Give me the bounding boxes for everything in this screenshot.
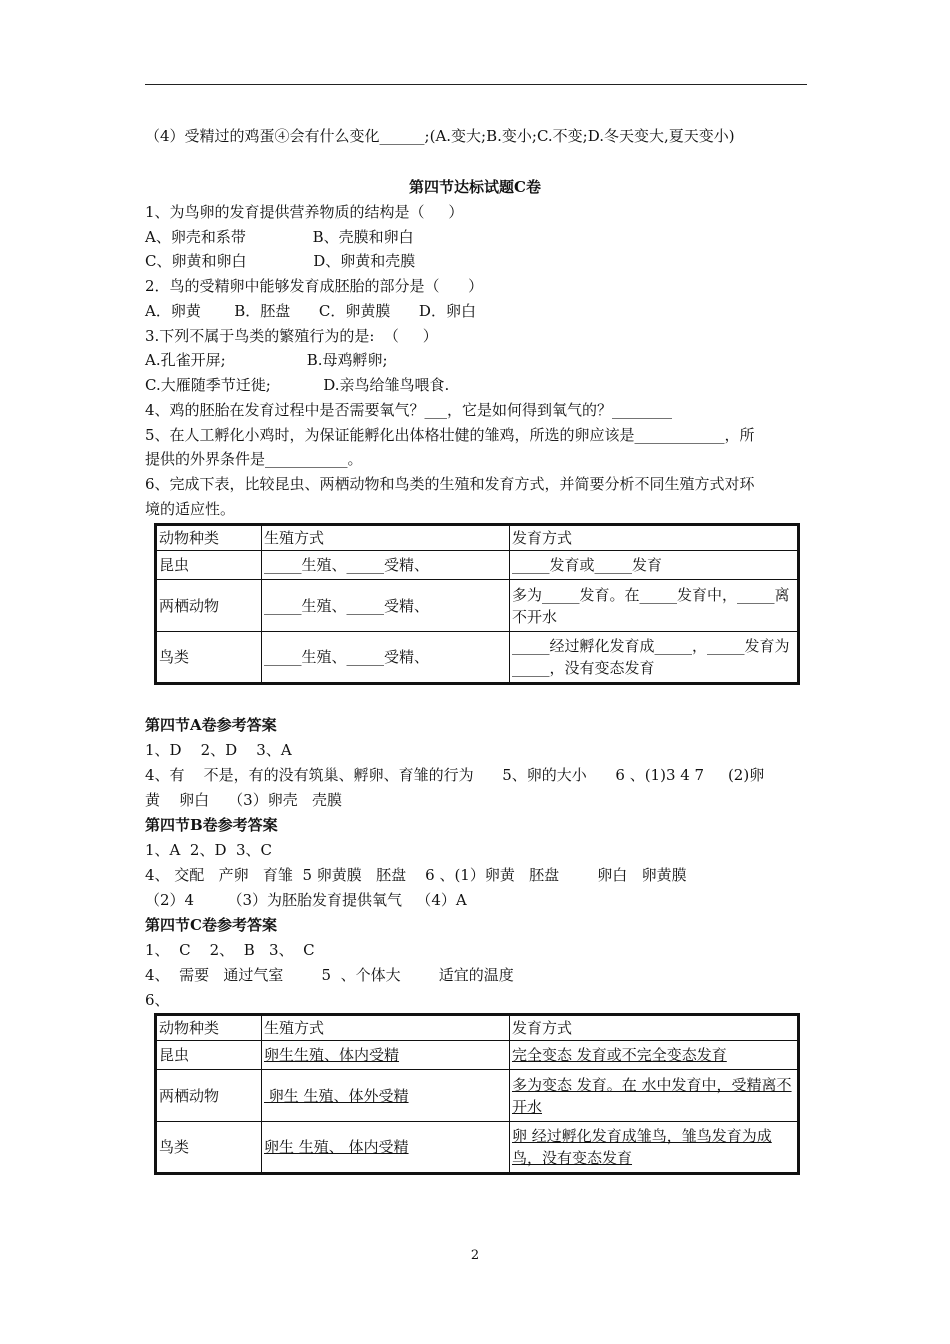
question-line: 提供的外界条件是___________。: [145, 450, 363, 468]
table-row: [156, 1122, 799, 1174]
comparison-table-answers: [154, 1013, 800, 1175]
table-cell: _____生殖、_____受精、: [262, 632, 510, 684]
answer-line: 1、D 2、D 3、A: [145, 741, 292, 759]
table-cell: 卵生 生殖、体外受精: [262, 1070, 510, 1122]
question-line: A.孔雀开屏; B.母鸡孵卵;: [145, 351, 388, 369]
question-line: 2．鸟的受精卵中能够发育成胚胎的部分是（ ）: [145, 277, 484, 295]
question-line: A、卵壳和系带 B、壳膜和卵白: [145, 228, 414, 246]
answer-line: 黄 卵白 （3）卵壳 壳膜: [145, 791, 342, 809]
table-cell: 鸟类: [156, 1122, 262, 1174]
page-number: 2: [470, 1248, 480, 1263]
table-row: [156, 580, 799, 632]
answer-line: 4、有 不是，有的没有筑巢、孵卵、育雏的行为 5、卵的大小 6 、(1)3 4 7 (2)卵: [145, 766, 765, 784]
table-cell: 完全变态 发育或不完全变态发育: [510, 1041, 799, 1070]
question-line: 1、为鸟卵的发育提供营养物质的结构是（ ）: [145, 203, 464, 221]
question-line: A．卵黄 B．胚盘 C．卵黄膜 D．卵白: [145, 302, 476, 320]
answer-line: 1、A 2、D 3、C: [145, 841, 273, 859]
table-cell: 多为变态 发育。在 水中发育中，受精离不开水: [510, 1070, 799, 1122]
table-row: [156, 1041, 799, 1070]
table-cell: _____生殖、_____受精、: [262, 551, 510, 580]
question-line: C.大雁随季节迁徙; D.亲鸟给雏鸟喂食.: [145, 376, 450, 394]
table-cell: 卵 经过孵化发育成雏鸟，雏鸟发育为成鸟，没有变态发育: [510, 1122, 799, 1174]
table-header-row: [156, 525, 799, 551]
table-cell: 卵生 生殖、 体内受精: [262, 1122, 510, 1174]
table-cell: _____发育或_____发育: [510, 551, 799, 580]
table-row: [156, 632, 799, 684]
table-header-cell: 动物种类: [156, 1015, 262, 1041]
question-line: 3.下列不属于鸟类的繁殖行为的是: （ ）: [145, 327, 438, 345]
table-cell: 卵生生殖、体内受精: [262, 1041, 510, 1070]
answer-line: 1、 C 2、 B 3、 C: [145, 941, 315, 959]
table-header-row: [156, 1015, 799, 1041]
table-row: [156, 1070, 799, 1122]
table-cell: 昆虫: [156, 1041, 262, 1070]
comparison-table-blank: [154, 523, 800, 685]
question-line: 6、完成下表，比较昆虫、两栖动物和鸟类的生殖和发育方式，并简要分析不同生殖方式对环: [145, 475, 755, 493]
table-header-cell: 动物种类: [156, 525, 262, 551]
header-rule: [145, 84, 807, 85]
question-4-line: （4）受精过的鸡蛋④会有什么变化______;(A.变大;B.变小;C.不变;D.冬天变大,夏天变小): [145, 127, 735, 145]
table-header-cell: 生殖方式: [262, 1015, 510, 1041]
table-cell: _____经过孵化发育成_____，_____发育为_____，没有变态发育: [510, 632, 799, 684]
answer-line: 4、 交配 产卵 育雏 5 卵黄膜 胚盘 6 、(1）卵黄 胚盘 卵白 卵黄膜: [145, 866, 687, 884]
table-header-cell: 生殖方式: [262, 525, 510, 551]
answer-c-title: 第四节C卷参考答案: [145, 916, 277, 934]
answer-line: 6、: [145, 991, 170, 1009]
table-cell: 两栖动物: [156, 1070, 262, 1122]
section-title: 第四节达标试题C卷: [409, 178, 541, 196]
answer-line: （2）4 （3）为胚胎发育提供氧气 （4）A: [145, 891, 467, 909]
question-line: 4、鸡的胚胎在发育过程中是否需要氧气？___，它是如何得到氧气的？________: [145, 401, 673, 419]
table-cell: 昆虫: [156, 551, 262, 580]
table-row: [156, 551, 799, 580]
table-cell: 鸟类: [156, 632, 262, 684]
table-cell: 两栖动物: [156, 580, 262, 632]
question-line: 5、在人工孵化小鸡时，为保证能孵化出体格壮健的雏鸡，所选的卵应该是____________，所: [145, 426, 755, 444]
table-header-cell: 发育方式: [510, 1015, 799, 1041]
table-cell: _____生殖、_____受精、: [262, 580, 510, 632]
question-line: 境的适应性。: [145, 500, 236, 518]
answer-line: 4、 需要 通过气室 5 、个体大 适宜的温度: [145, 966, 514, 984]
answer-a-title: 第四节A卷参考答案: [145, 716, 277, 734]
answer-b-title: 第四节B卷参考答案: [145, 816, 278, 834]
table-header-cell: 发育方式: [510, 525, 799, 551]
question-line: C、卵黄和卵白 D、卵黄和壳膜: [145, 252, 416, 270]
table-cell: 多为_____发育。在_____发育中，_____离不开水: [510, 580, 799, 632]
